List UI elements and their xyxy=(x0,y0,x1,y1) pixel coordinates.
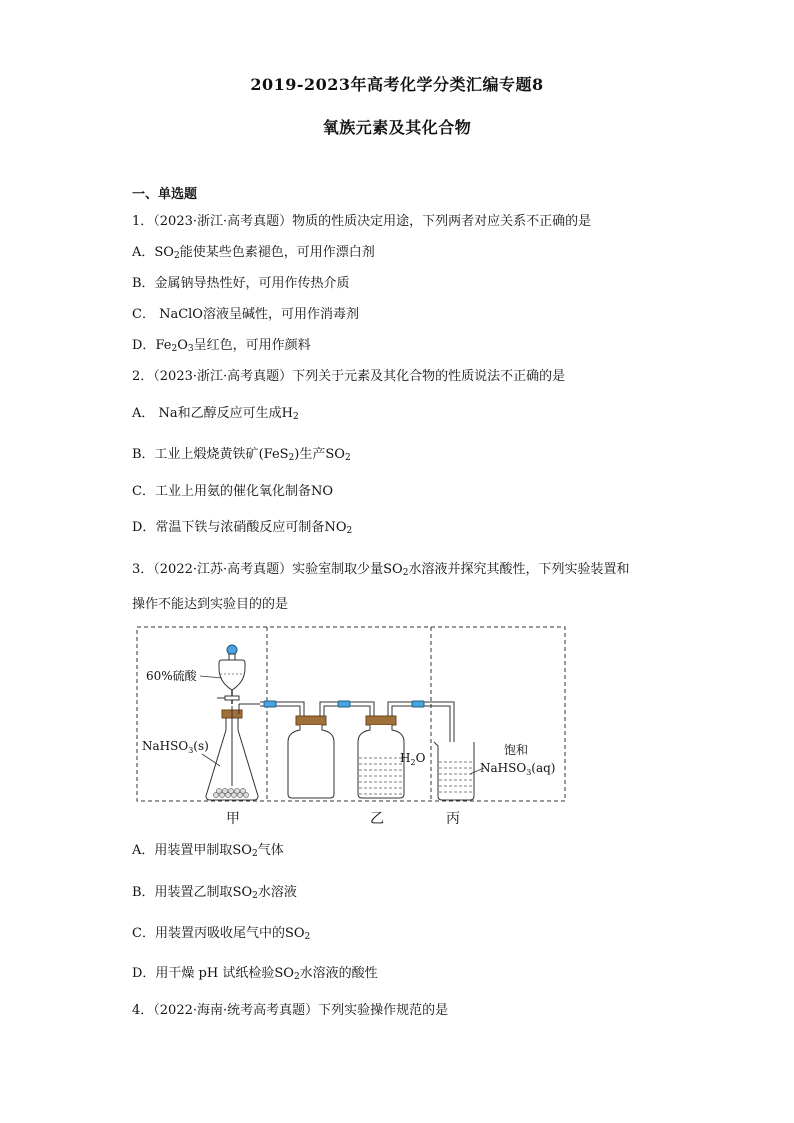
label-jia: 甲 xyxy=(226,811,240,827)
label-yi: 乙 xyxy=(370,811,384,827)
q3-option-c: C．用装置丙吸收尾气中的$SO_2$ xyxy=(132,926,311,942)
q4-stem: 4．（2022·海南·统考高考真题）下列实验操作规范的是 xyxy=(132,1003,449,1018)
q2-stem: 2．（2023·浙江·高考真题）下列关于元素及其化合物的性质说法不正确的是 xyxy=(132,369,566,384)
q3-stem-line2: 操作不能达到实验目的的是 xyxy=(132,597,289,612)
water-label: $H_2O$ xyxy=(400,751,426,767)
reaction-flask xyxy=(206,704,260,800)
water-bottle xyxy=(358,716,404,798)
q1-stem: 1．（2023·浙江·高考真题）物质的性质决定用途，下列两者对应关系不正确的是 xyxy=(132,214,592,229)
separatory-funnel xyxy=(217,645,245,704)
tube-connector-3 xyxy=(412,701,424,707)
acid-label: 60%硫酸 xyxy=(146,669,197,683)
q1-option-c: C． NaClO溶液呈碱性，可用作消毒剂 xyxy=(132,307,359,322)
solid-label: NaHSO$_3$(s) xyxy=(142,739,209,755)
q2-option-a: A． Na和乙醇反应可生成$H_2$ xyxy=(132,406,299,422)
q2-option-b: B．工业上煅烧黄铁矿(FeS$_2$)生产$SO_2$ xyxy=(132,447,351,463)
apparatus-diagram xyxy=(136,626,566,832)
collection-bottle xyxy=(288,716,334,798)
q3-option-d: D．用干燥 pH 试纸检验$SO_2$水溶液的酸性 xyxy=(132,966,378,982)
doc-title-line1: 2019-2023年高考化学分类汇编专题8 xyxy=(250,75,544,94)
absorption-beaker xyxy=(434,742,474,800)
saturated-label: 饱和 xyxy=(504,743,529,757)
tube-connector-1 xyxy=(264,701,276,707)
section-heading: 一、单选题 xyxy=(132,187,198,202)
q3-option-b: B．用装置乙制取$SO_2$水溶液 xyxy=(132,885,297,901)
q2-option-d: D．常温下铁与浓硝酸反应可制备$NO_2$ xyxy=(132,520,353,536)
q3-option-a: A．用装置甲制取$SO_2$气体 xyxy=(132,843,284,859)
q1-option-d: D．$Fe_2O_3$呈红色，可用作颜料 xyxy=(132,338,311,354)
aq-label: NaHSO$_3$(aq) xyxy=(480,761,556,777)
q1-option-a: A．$SO_2$能使某些色素褪色，可用作漂白剂 xyxy=(132,245,375,261)
q1-option-b: B．金属钠导热性好，可用作传热介质 xyxy=(132,276,350,291)
tube-connector-2 xyxy=(338,701,350,707)
label-bing: 丙 xyxy=(446,811,460,827)
q2-option-c: C．工业上用氨的催化氧化制备NO xyxy=(132,484,333,499)
q3-stem-line1: 3．（2022·江苏·高考真题）实验室制取少量$SO_2$水溶液并探究其酸性，下列实验装置和 xyxy=(132,562,630,578)
doc-title-line2: 氧族元素及其化合物 xyxy=(322,118,472,137)
